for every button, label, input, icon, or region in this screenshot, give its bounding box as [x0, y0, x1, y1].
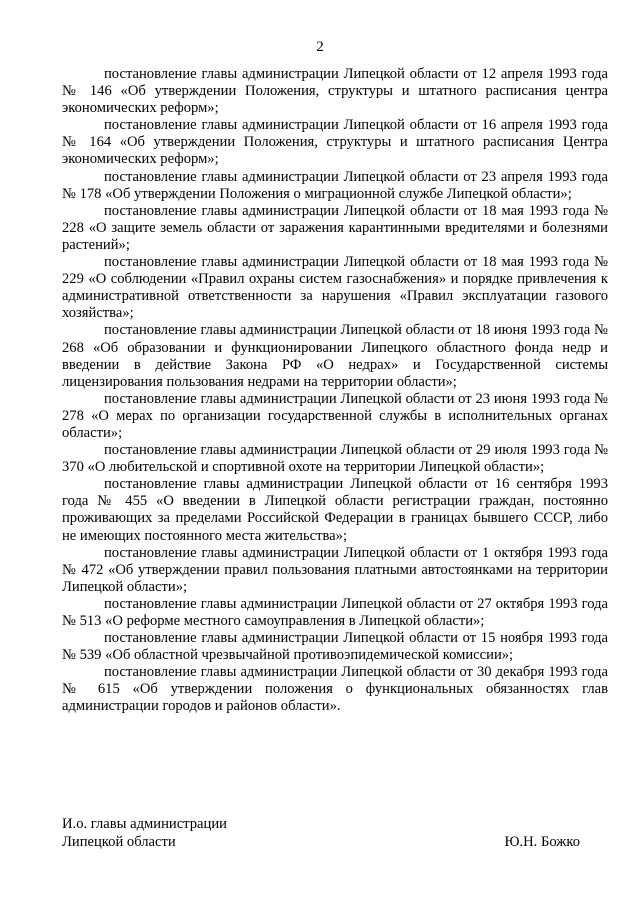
- list-item: постановление главы администрации Липецкой области от 30 декабря 1993 года № 615 «Об утверждении положения о функциональных обязанностях глав администрации городов и районов области».: [62, 664, 608, 715]
- list-item: постановление главы администрации Липецкой области от 23 июня 1993 года № 278 «О мерах по организации государственной службы в исполнительных органах области»;: [62, 390, 608, 441]
- signatory-title-line2: Липецкой области: [62, 833, 176, 850]
- page-number: 2: [316, 39, 324, 55]
- signatory-name: Ю.Н. Божко: [504, 833, 580, 850]
- signatory-title-line1: И.о. главы администрации: [62, 816, 227, 832]
- list-item: постановление главы администрации Липецкой области от 12 апреля 1993 года № 146 «Об утверждении Положения, структуры и штатного расписания центра экономических реформ»;: [62, 66, 608, 117]
- list-item: постановление главы администрации Липецкой области от 23 апреля 1993 года № 178 «Об утверждении Положения о миграционной службе Липецкой области»;: [62, 168, 608, 202]
- signature-block: [62, 816, 608, 851]
- list-item: постановление главы администрации Липецкой области от 18 мая 1993 года № 228 «О защите земель области от заражения карантинными вредителями и болезнями растений»;: [62, 202, 608, 253]
- list-item: постановление главы администрации Липецкой области от 15 ноября 1993 года № 539 «Об областной чрезвычайной противоэпидемической комиссии»;: [62, 630, 608, 664]
- list-item: постановление главы администрации Липецкой области от 16 апреля 1993 года № 164 «Об утверждении Положения, структуры и штатного расписания Центра экономических реформ»;: [62, 117, 608, 168]
- signature-row: [62, 834, 580, 852]
- list-item: постановление главы администрации Липецкой области от 16 сентября 1993 года № 455 «О введении в Липецкой области регистрации граждан, постоянно проживающих за пределами Российской Федерации в границах бывшего СССР, либо не имеющих постоянного места жительства»;: [62, 476, 608, 544]
- list-item: постановление главы администрации Липецкой области от 1 октября 1993 года № 472 «Об утверждении правил пользования платными автостоянками на территории Липецкой области»;: [62, 544, 608, 595]
- list-item: постановление главы администрации Липецкой области от 18 июня 1993 года № 268 «Об образовании и функционировании Липецкого областного фонда недр и введении в действие Закона РФ «О недрах» и Государственной системы лицензирования пользования недрами на территории области»;: [62, 322, 608, 390]
- document-body: [62, 66, 608, 716]
- list-item: постановление главы администрации Липецкой области от 29 июля 1993 года № 370 «О любительской и спортивной охоте на территории Липецкой области»;: [62, 442, 608, 476]
- list-item: постановление главы администрации Липецкой области от 27 октября 1993 года № 513 «О реформе местного самоуправления в Липецкой области»;: [62, 595, 608, 629]
- list-item: постановление главы администрации Липецкой области от 18 мая 1993 года № 229 «О соблюдении «Правил охраны систем газоснабжения» и порядке привлечения к административной ответственности за нарушения «Правил эксплуатации газового хозяйства»;: [62, 254, 608, 322]
